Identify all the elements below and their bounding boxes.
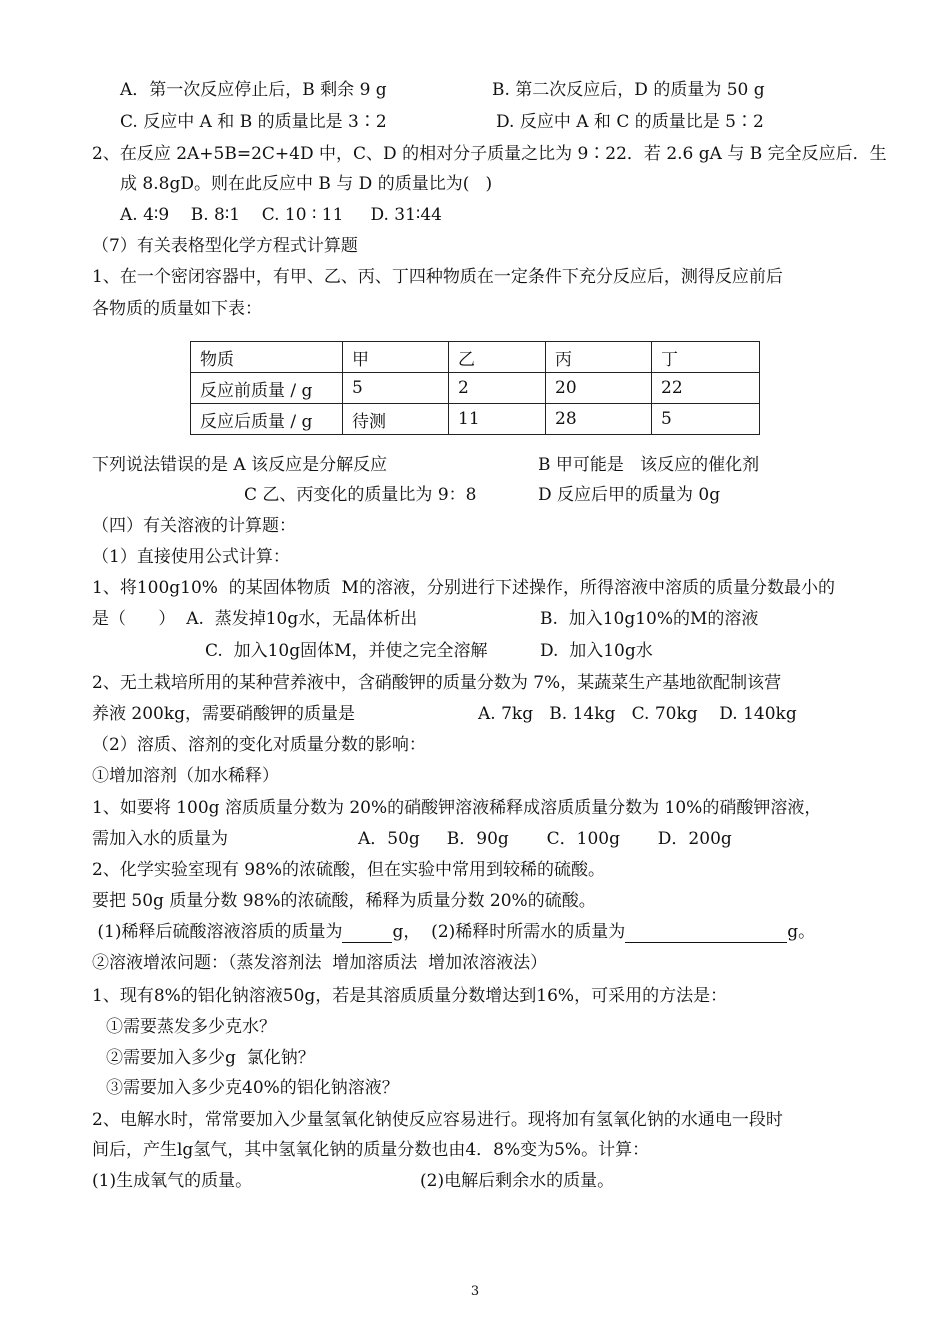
table-row: [191, 373, 760, 404]
table-row: [191, 404, 760, 435]
table-header-cell: 乙: [449, 342, 546, 373]
sub-question: ②需要加入多少g 氯化钠？: [106, 1048, 315, 1068]
sub-question: (2)电解后剩余水的质量。: [420, 1171, 615, 1191]
sub-question: (1)生成氧气的质量。: [92, 1171, 253, 1191]
option-c: C. 加入10g固体M，并使之完全溶解: [205, 641, 488, 661]
table-cell: 待测: [343, 404, 449, 435]
table-header-cell: 物质: [191, 342, 343, 373]
blank-question-1: (1)稀释后硫酸溶液溶质的质量为: [92, 922, 343, 942]
subsection-heading: ①增加溶剂（加水稀释）: [92, 766, 279, 786]
statement-b: B 甲可能是 该反应的催化剂: [538, 455, 760, 475]
data-table: [190, 341, 760, 435]
table-cell: 2: [449, 373, 546, 404]
question-text: 1、现有8%的铝化钠溶液50g，若是其溶质质量分数增达到16%，可采用的方法是：: [92, 986, 728, 1006]
statement-d: D 反应后甲的质量为 0g: [538, 485, 721, 505]
table-cell: 5: [343, 373, 449, 404]
option-d: D. 加入10g水: [540, 641, 653, 661]
sub-question: ①需要蒸发多少克水？: [106, 1017, 276, 1037]
table-header-cell: 丙: [546, 342, 652, 373]
question-text: 1、如要将 100g 溶质质量分数为 20%的硝酸钾溶液稀释成溶质质量分数为 10%的硝酸钾溶液，: [92, 798, 822, 818]
table-cell: 5: [652, 404, 760, 435]
question-text: 成 8.8gD。则在此反应中 B 与 D 的质量比为( ): [120, 174, 493, 194]
question-text: 间后，产生lg氢气，其中氢氧化钠的质量分数也由4．8%变为5%。计算：: [92, 1140, 650, 1160]
question-text: 2、无土栽培所用的某种营养液中，含硝酸钾的质量分数为 7%，某蔬菜生产基地欲配制该营: [92, 673, 782, 693]
option-b: B. 加入10g10%的M的溶液: [540, 609, 759, 629]
question-text: 需加入水的质量为: [92, 829, 228, 849]
statement-a: 下列说法错误的是 A 该反应是分解反应: [92, 455, 388, 475]
unit-label: g，: [392, 922, 421, 942]
question-text: 各物质的质量如下表：: [92, 299, 262, 319]
option-a: A．第一次反应停止后，B 剩余 9 g: [120, 80, 387, 100]
page-number: 3: [470, 1284, 480, 1299]
option-d: D. 反应中 A 和 C 的质量比是 5∶2: [496, 112, 764, 132]
subsection-heading: （1）直接使用公式计算：: [92, 547, 290, 567]
sub-question: ③需要加入多少克40%的铝化钠溶液？: [106, 1078, 399, 1098]
fill-blank-line: [92, 921, 815, 943]
option-c: C. 反应中 A 和 B 的质量比是 3∶2: [120, 112, 387, 132]
question-text: 2、在反应 2A+5B=2C+4D 中，C、D 的相对分子质量之比为 9∶22．若 2.6 gA 与 B 完全反应后．生: [92, 144, 887, 164]
section-heading: （四）有关溶液的计算题：: [92, 516, 296, 536]
question-text: 1、在一个密闭容器中，有甲、乙、丙、丁四种物质在一定条件下充分反应后，测得反应前后: [92, 267, 783, 287]
question-text: 1、将100g10% 的某固体物质 M的溶液，分别进行下述操作，所得溶液中溶质的质量分数最小的: [92, 578, 835, 598]
question-text: 2、化学实验室现有 98%的浓硫酸，但在实验中常用到较稀的硫酸。: [92, 860, 606, 880]
question-text: 是（ ） A. 蒸发掉10g水，无晶体析出: [92, 609, 418, 629]
question-options: A．50g B．90g C．100g D．200g: [358, 829, 732, 849]
table-header-cell: 丁: [652, 342, 760, 373]
table-cell: 22: [652, 373, 760, 404]
question-text: 养液 200kg，需要硝酸钾的质量是: [92, 704, 356, 724]
subsection-heading: ②溶液增浓问题：（蒸发溶剂法 增加溶质法 增加浓溶液法）: [92, 953, 548, 973]
question-options: A. 7kg B. 14kg C. 70kg D. 140kg: [478, 704, 797, 724]
section-heading: （7）有关表格型化学方程式计算题: [92, 236, 358, 256]
question-options: A. 4∶9 B. 8∶1 C. 10 ∶ 11 D. 31∶44: [120, 205, 442, 225]
question-text: 要把 50g 质量分数 98%的浓硫酸，稀释为质量分数 20%的硫酸。: [92, 891, 596, 911]
subsection-heading: （2）溶质、溶剂的变化对质量分数的影响：: [92, 735, 426, 755]
table-header-cell: 甲: [343, 342, 449, 373]
unit-label: g。: [787, 922, 816, 942]
table-cell: 反应前质量 / g: [191, 373, 343, 404]
table-cell: 28: [546, 404, 652, 435]
table-cell: 11: [449, 404, 546, 435]
option-b: B. 第二次反应后，D 的质量为 50 g: [492, 80, 765, 100]
table-cell: 反应后质量 / g: [191, 404, 343, 435]
table-header-row: [191, 342, 760, 373]
answer-blank-1[interactable]: [342, 924, 392, 943]
answer-blank-2[interactable]: [625, 924, 787, 943]
question-text: 2、电解水时，常常要加入少量氢氧化钠使反应容易进行。现将加有氢氧化钠的水通电一段时: [92, 1110, 783, 1130]
statement-c: C 乙、丙变化的质量比为 9：8: [244, 485, 477, 505]
blank-question-2: (2)稀释时所需水的质量为: [420, 922, 626, 942]
table-cell: 20: [546, 373, 652, 404]
